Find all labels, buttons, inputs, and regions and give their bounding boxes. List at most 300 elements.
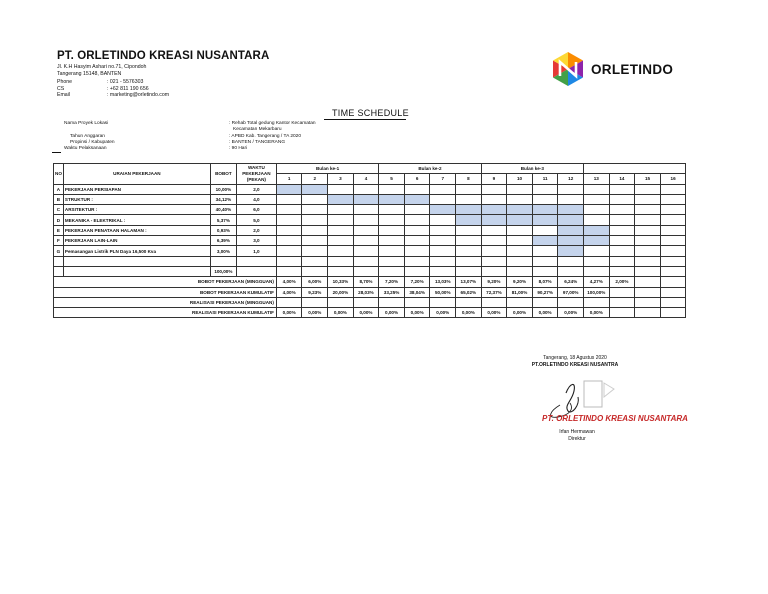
table-cell	[302, 266, 328, 276]
summary-value: 0,00%	[328, 308, 354, 318]
row-bobot: 0,93%	[210, 225, 236, 235]
table-row	[54, 246, 686, 256]
schedule-cell	[353, 236, 379, 246]
table-row	[54, 215, 686, 225]
company-logo	[550, 51, 673, 87]
table-cell	[507, 266, 533, 276]
table-cell	[609, 266, 635, 276]
schedule-cell	[635, 205, 661, 215]
schedule-cell	[276, 236, 302, 246]
table-cell	[54, 266, 64, 276]
empty-cell	[481, 256, 507, 266]
row-no: A	[54, 184, 64, 194]
row-no: C	[54, 205, 64, 215]
row-bobot: 5,37%	[210, 215, 236, 225]
summary-value	[609, 297, 635, 307]
contact-cs: CS : +62 811 190 656	[57, 85, 149, 92]
summary-value: 65,02%	[456, 287, 482, 297]
schedule-cell	[404, 184, 430, 194]
summary-value: 4,27%	[584, 277, 610, 287]
summary-value: 10,33%	[328, 277, 354, 287]
row-waktu: 2,0	[236, 225, 276, 235]
summary-value	[609, 287, 635, 297]
schedule-cell	[456, 225, 482, 235]
table-cell	[404, 266, 430, 276]
summary-value	[430, 297, 456, 307]
schedule-cell	[507, 194, 533, 204]
summary-value: 0,00%	[481, 308, 507, 318]
empty-cell	[609, 256, 635, 266]
schedule-cell	[404, 246, 430, 256]
schedule-cell	[532, 184, 558, 194]
schedule-cell	[379, 246, 405, 256]
header-uraian: URAIAN PEKERJAAN	[63, 164, 210, 185]
table-row	[54, 184, 686, 194]
summary-value	[635, 297, 661, 307]
schedule-cell	[507, 225, 533, 235]
schedule-bar	[507, 215, 533, 225]
summary-label: BOBOT PEKERJAAN KUMULATIF	[54, 287, 277, 297]
schedule-cell	[430, 225, 456, 235]
summary-value	[558, 297, 584, 307]
summary-value	[532, 297, 558, 307]
summary-value: 38,04%	[404, 287, 430, 297]
summary-value	[584, 297, 610, 307]
address-line: Jl. K.H Hasyim Ashari no.71, Cipondoh	[57, 64, 147, 70]
address-line: Tangerang 15148, BANTEN	[57, 70, 122, 77]
table-row	[54, 225, 686, 235]
signature-stamp	[530, 375, 688, 431]
table-cell	[456, 266, 482, 276]
header-week: 4	[353, 174, 379, 184]
schedule-cell	[558, 184, 584, 194]
summary-value: 9,23%	[302, 287, 328, 297]
schedule-bar	[558, 225, 584, 235]
schedule-bar	[558, 205, 584, 215]
table-cell	[635, 266, 661, 276]
schedule-cell	[609, 246, 635, 256]
schedule-bar	[276, 184, 302, 194]
empty-cell	[584, 256, 610, 266]
schedule-bar	[532, 215, 558, 225]
header-month: Bulan ke-2	[379, 164, 481, 174]
empty-cell	[660, 256, 686, 266]
table-header-row	[54, 164, 686, 174]
summary-value	[507, 297, 533, 307]
schedule-cell	[404, 225, 430, 235]
summary-value: 13,07%	[456, 277, 482, 287]
schedule-cell	[532, 225, 558, 235]
header-week: 1	[276, 174, 302, 184]
schedule-cell	[660, 194, 686, 204]
row-waktu: 4,0	[236, 194, 276, 204]
header-week: 9	[481, 174, 507, 184]
schedule-cell	[379, 215, 405, 225]
header-waktu: WAKTU PEKERJAAN (PEKAN)	[236, 164, 276, 185]
schedule-cell	[353, 246, 379, 256]
table-cell	[328, 266, 354, 276]
row-waktu: 6,0	[236, 205, 276, 215]
empty-cell	[328, 256, 354, 266]
summary-value	[481, 297, 507, 307]
schedule-cell	[609, 194, 635, 204]
row-uraian: ARSITEKTUR :	[63, 205, 210, 215]
schedule-cell	[276, 215, 302, 225]
row-no: B	[54, 194, 64, 204]
summary-value: 72,37%	[481, 287, 507, 297]
summary-value: 0,00%	[430, 308, 456, 318]
schedule-cell	[302, 225, 328, 235]
info-divider	[52, 152, 61, 153]
row-waktu: 1,0	[236, 246, 276, 256]
row-uraian: PEKERJAAN PENATAAN HALAMAN :	[63, 225, 210, 235]
schedule-cell	[609, 205, 635, 215]
summary-value: 7,20%	[404, 277, 430, 287]
schedule-cell	[379, 225, 405, 235]
summary-value	[660, 287, 686, 297]
header-week: 16	[660, 174, 686, 184]
empty-cell	[430, 256, 456, 266]
schedule-cell	[635, 236, 661, 246]
schedule-cell	[507, 236, 533, 246]
schedule-cell	[430, 246, 456, 256]
summary-value: 0,00%	[532, 308, 558, 318]
summary-value	[660, 308, 686, 318]
row-uraian: PEKERJAAN LAIN-LAIN	[63, 236, 210, 246]
empty-cell	[63, 256, 210, 266]
row-uraian: Pemasangan Listrik PLN Daya 16,500 Kva	[63, 246, 210, 256]
title-underline	[324, 119, 406, 120]
empty-cell	[507, 256, 533, 266]
summary-value: 8,07%	[532, 277, 558, 287]
summary-value: 20,00%	[328, 287, 354, 297]
header-week: 7	[430, 174, 456, 184]
schedule-bar	[481, 215, 507, 225]
row-no: E	[54, 225, 64, 235]
empty-cell	[353, 256, 379, 266]
schedule-cell	[584, 205, 610, 215]
schedule-cell	[379, 205, 405, 215]
row-uraian: MEKANIKA - ELEKTRIKAL :	[63, 215, 210, 225]
schedule-cell	[276, 225, 302, 235]
row-waktu: 3,0	[236, 236, 276, 246]
row-waktu: 5,0	[236, 215, 276, 225]
empty-cell	[302, 256, 328, 266]
summary-value: 6,00%	[302, 277, 328, 287]
schedule-cell	[353, 184, 379, 194]
schedule-cell	[635, 194, 661, 204]
summary-value: 9,20%	[481, 277, 507, 287]
schedule-cell	[584, 246, 610, 256]
schedule-cell	[404, 205, 430, 215]
company-name: PT. ORLETINDO KREASI NUSANTARA	[57, 50, 270, 62]
empty-cell	[404, 256, 430, 266]
empty-cell	[456, 256, 482, 266]
summary-value	[660, 277, 686, 287]
summary-value: 0,00%	[353, 308, 379, 318]
schedule-bar	[532, 236, 558, 246]
signatory-position: Direktur	[568, 435, 586, 442]
schedule-bar	[353, 194, 379, 204]
row-no: G	[54, 246, 64, 256]
schedule-cell	[328, 205, 354, 215]
row-waktu: 2,0	[236, 184, 276, 194]
summary-value	[635, 287, 661, 297]
schedule-cell	[430, 184, 456, 194]
schedule-cell	[430, 215, 456, 225]
stamp-company-text: PT. ORLETINDO KREASI NUSANTARA	[542, 414, 688, 423]
schedule-cell	[379, 236, 405, 246]
info-row: Tahun Anggaran : APBD Kab. Tangerang / TA 2020	[70, 133, 302, 139]
schedule-cell	[660, 246, 686, 256]
empty-cell	[558, 256, 584, 266]
summary-value	[635, 277, 661, 287]
summary-value: 33,25%	[379, 287, 405, 297]
table-row	[54, 194, 686, 204]
info-row: Kecamatan Mekarbaru	[233, 127, 282, 133]
schedule-cell	[532, 194, 558, 204]
table-cell	[532, 266, 558, 276]
schedule-cell	[302, 194, 328, 204]
schedule-cell	[328, 215, 354, 225]
schedule-cell	[276, 246, 302, 256]
row-bobot: 34,12%	[210, 194, 236, 204]
schedule-cell	[660, 205, 686, 215]
project-info	[64, 121, 316, 152]
summary-value: 0,00%	[404, 308, 430, 318]
schedule-cell	[379, 184, 405, 194]
summary-value: 81,00%	[507, 287, 533, 297]
header-week: 12	[558, 174, 584, 184]
contact-email: Email : marketing@orletindo.com	[57, 92, 170, 99]
schedule-cell	[481, 194, 507, 204]
schedule-bar	[404, 194, 430, 204]
schedule-cell	[481, 246, 507, 256]
table-cell	[430, 266, 456, 276]
row-uraian: PEKERJAAN PERSIAPAN	[63, 184, 210, 194]
signature-place-date: Tangerang, 18 Agustus 2020	[543, 355, 607, 361]
schedule-cell	[276, 205, 302, 215]
total-bobot: 100,00%	[210, 266, 236, 276]
summary-value: 9,20%	[507, 277, 533, 287]
summary-row	[54, 287, 686, 297]
info-row: Waktu Pelaksanaan : 90 Hari	[64, 146, 248, 152]
empty-cell	[379, 256, 405, 266]
summary-value: 0,00%	[379, 308, 405, 318]
schedule-cell	[584, 215, 610, 225]
summary-value: 0,00%	[456, 308, 482, 318]
summary-value: 97,00%	[558, 287, 584, 297]
summary-value: 6,24%	[558, 277, 584, 287]
row-no: D	[54, 215, 64, 225]
header-week: 8	[456, 174, 482, 184]
schedule-cell	[558, 194, 584, 204]
header-week: 13	[584, 174, 610, 184]
schedule-cell	[481, 236, 507, 246]
table-cell	[584, 266, 610, 276]
schedule-cell	[584, 184, 610, 194]
schedule-cell	[430, 194, 456, 204]
table-cell	[558, 266, 584, 276]
summary-value	[276, 297, 302, 307]
schedule-cell	[609, 236, 635, 246]
schedule-cell	[456, 236, 482, 246]
header-week: 2	[302, 174, 328, 184]
summary-value: 13,03%	[430, 277, 456, 287]
empty-cell	[210, 256, 236, 266]
empty-cell	[54, 256, 64, 266]
summary-value	[328, 297, 354, 307]
logo-text: ORLETINDO	[591, 61, 674, 77]
schedule-bar	[507, 205, 533, 215]
schedule-cell	[456, 194, 482, 204]
schedule-cell	[584, 194, 610, 204]
table-cell	[660, 266, 686, 276]
signatory	[552, 429, 602, 442]
info-row: Propinsi / Kabupaten : BANTEN / TANGERANG	[70, 139, 286, 145]
schedule-bar	[379, 194, 405, 204]
schedule-cell	[302, 246, 328, 256]
schedule-cell	[328, 246, 354, 256]
schedule-cell	[660, 225, 686, 235]
summary-value: 8,70%	[353, 277, 379, 287]
schedule-cell	[660, 236, 686, 246]
summary-row	[54, 297, 686, 307]
orletindo-logo-icon	[550, 51, 586, 87]
summary-value: 100,00%	[584, 287, 610, 297]
row-uraian: STRUKTUR :	[63, 194, 210, 204]
contact-phone: Phone : 021 - 5576303	[57, 79, 144, 85]
schedule-cell	[328, 225, 354, 235]
signatory-name: Irfan Hermawan	[559, 429, 595, 435]
summary-value: 4,00%	[276, 287, 302, 297]
schedule-cell	[353, 205, 379, 215]
schedule-cell	[660, 184, 686, 194]
schedule-cell	[302, 205, 328, 215]
summary-value: 0,00%	[558, 308, 584, 318]
header-month: Bulan ke-1	[276, 164, 378, 174]
summary-row	[54, 308, 686, 318]
table-row	[54, 236, 686, 246]
schedule-bar	[558, 215, 584, 225]
header-bobot: BOBOT	[210, 164, 236, 185]
info-row: Nama Proyek Lokasi : Rehab Total gedung Kantor Kecamatan	[64, 121, 316, 126]
schedule-bar	[328, 194, 354, 204]
summary-value: 7,20%	[379, 277, 405, 287]
summary-label: BOBOT PEKERJAAN (MINGGUAN)	[54, 277, 277, 287]
schedule-cell	[302, 215, 328, 225]
table-cell	[63, 266, 210, 276]
table-row	[54, 205, 686, 215]
header-month: Bulan ke-3	[481, 164, 583, 174]
schedule-cell	[302, 236, 328, 246]
table-cell	[353, 266, 379, 276]
summary-row	[54, 277, 686, 287]
schedule-cell	[353, 215, 379, 225]
header-week: 3	[328, 174, 354, 184]
table-total-row	[54, 266, 686, 276]
schedule-cell	[635, 215, 661, 225]
table-cell	[276, 266, 302, 276]
document-title: TIME SCHEDULE	[332, 108, 409, 118]
empty-cell	[276, 256, 302, 266]
summary-value	[609, 308, 635, 318]
summary-value	[379, 297, 405, 307]
schedule-cell	[609, 225, 635, 235]
schedule-cell	[276, 194, 302, 204]
header-week: 15	[635, 174, 661, 184]
summary-value	[660, 297, 686, 307]
signature-company: PT.ORLETINDO KREASI NUSANTRA	[531, 361, 619, 368]
summary-value: 50,00%	[430, 287, 456, 297]
signature-block	[490, 355, 660, 368]
schedule-bar	[456, 205, 482, 215]
schedule-cell	[328, 184, 354, 194]
summary-value: 2,00%	[609, 277, 635, 287]
company-contacts	[57, 79, 169, 99]
schedule-cell	[456, 184, 482, 194]
schedule-cell	[635, 246, 661, 256]
row-bobot: 6,39%	[210, 236, 236, 246]
header-week: 5	[379, 174, 405, 184]
header-week: 11	[532, 174, 558, 184]
table-row-empty	[54, 256, 686, 266]
header-no: NO	[54, 164, 64, 185]
schedule-cell	[507, 246, 533, 256]
header-week: 6	[404, 174, 430, 184]
summary-value	[635, 308, 661, 318]
summary-value: 28,03%	[353, 287, 379, 297]
summary-value: 0,00%	[507, 308, 533, 318]
summary-label: REALISASI PEKERJAAN (MINGGUAN)	[54, 297, 277, 307]
schedule-bar	[584, 236, 610, 246]
schedule-cell	[609, 215, 635, 225]
table-cell	[379, 266, 405, 276]
empty-cell	[236, 256, 276, 266]
schedule-cell	[635, 184, 661, 194]
schedule-cell	[404, 236, 430, 246]
schedule-cell	[481, 184, 507, 194]
schedule-bar	[430, 205, 456, 215]
schedule-bar	[456, 215, 482, 225]
schedule-cell	[430, 236, 456, 246]
summary-value: 0,00%	[276, 308, 302, 318]
schedule-cell	[635, 225, 661, 235]
schedule-bar	[558, 236, 584, 246]
schedule-cell	[507, 184, 533, 194]
empty-cell	[532, 256, 558, 266]
row-no: F	[54, 236, 64, 246]
schedule-cell	[481, 225, 507, 235]
summary-value	[404, 297, 430, 307]
schedule-cell	[328, 236, 354, 246]
table-cell	[236, 266, 276, 276]
header-month-empty	[584, 164, 686, 174]
summary-value: 0,00%	[584, 308, 610, 318]
summary-value	[302, 297, 328, 307]
summary-value: 4,00%	[276, 277, 302, 287]
schedule-cell	[353, 225, 379, 235]
schedule-cell	[609, 184, 635, 194]
summary-value: 90,27%	[532, 287, 558, 297]
summary-value: 0,00%	[302, 308, 328, 318]
empty-cell	[635, 256, 661, 266]
table-cell	[481, 266, 507, 276]
schedule-bar	[558, 246, 584, 256]
row-bobot: 10,00%	[210, 184, 236, 194]
time-schedule-table	[53, 163, 686, 318]
header-week: 10	[507, 174, 533, 184]
